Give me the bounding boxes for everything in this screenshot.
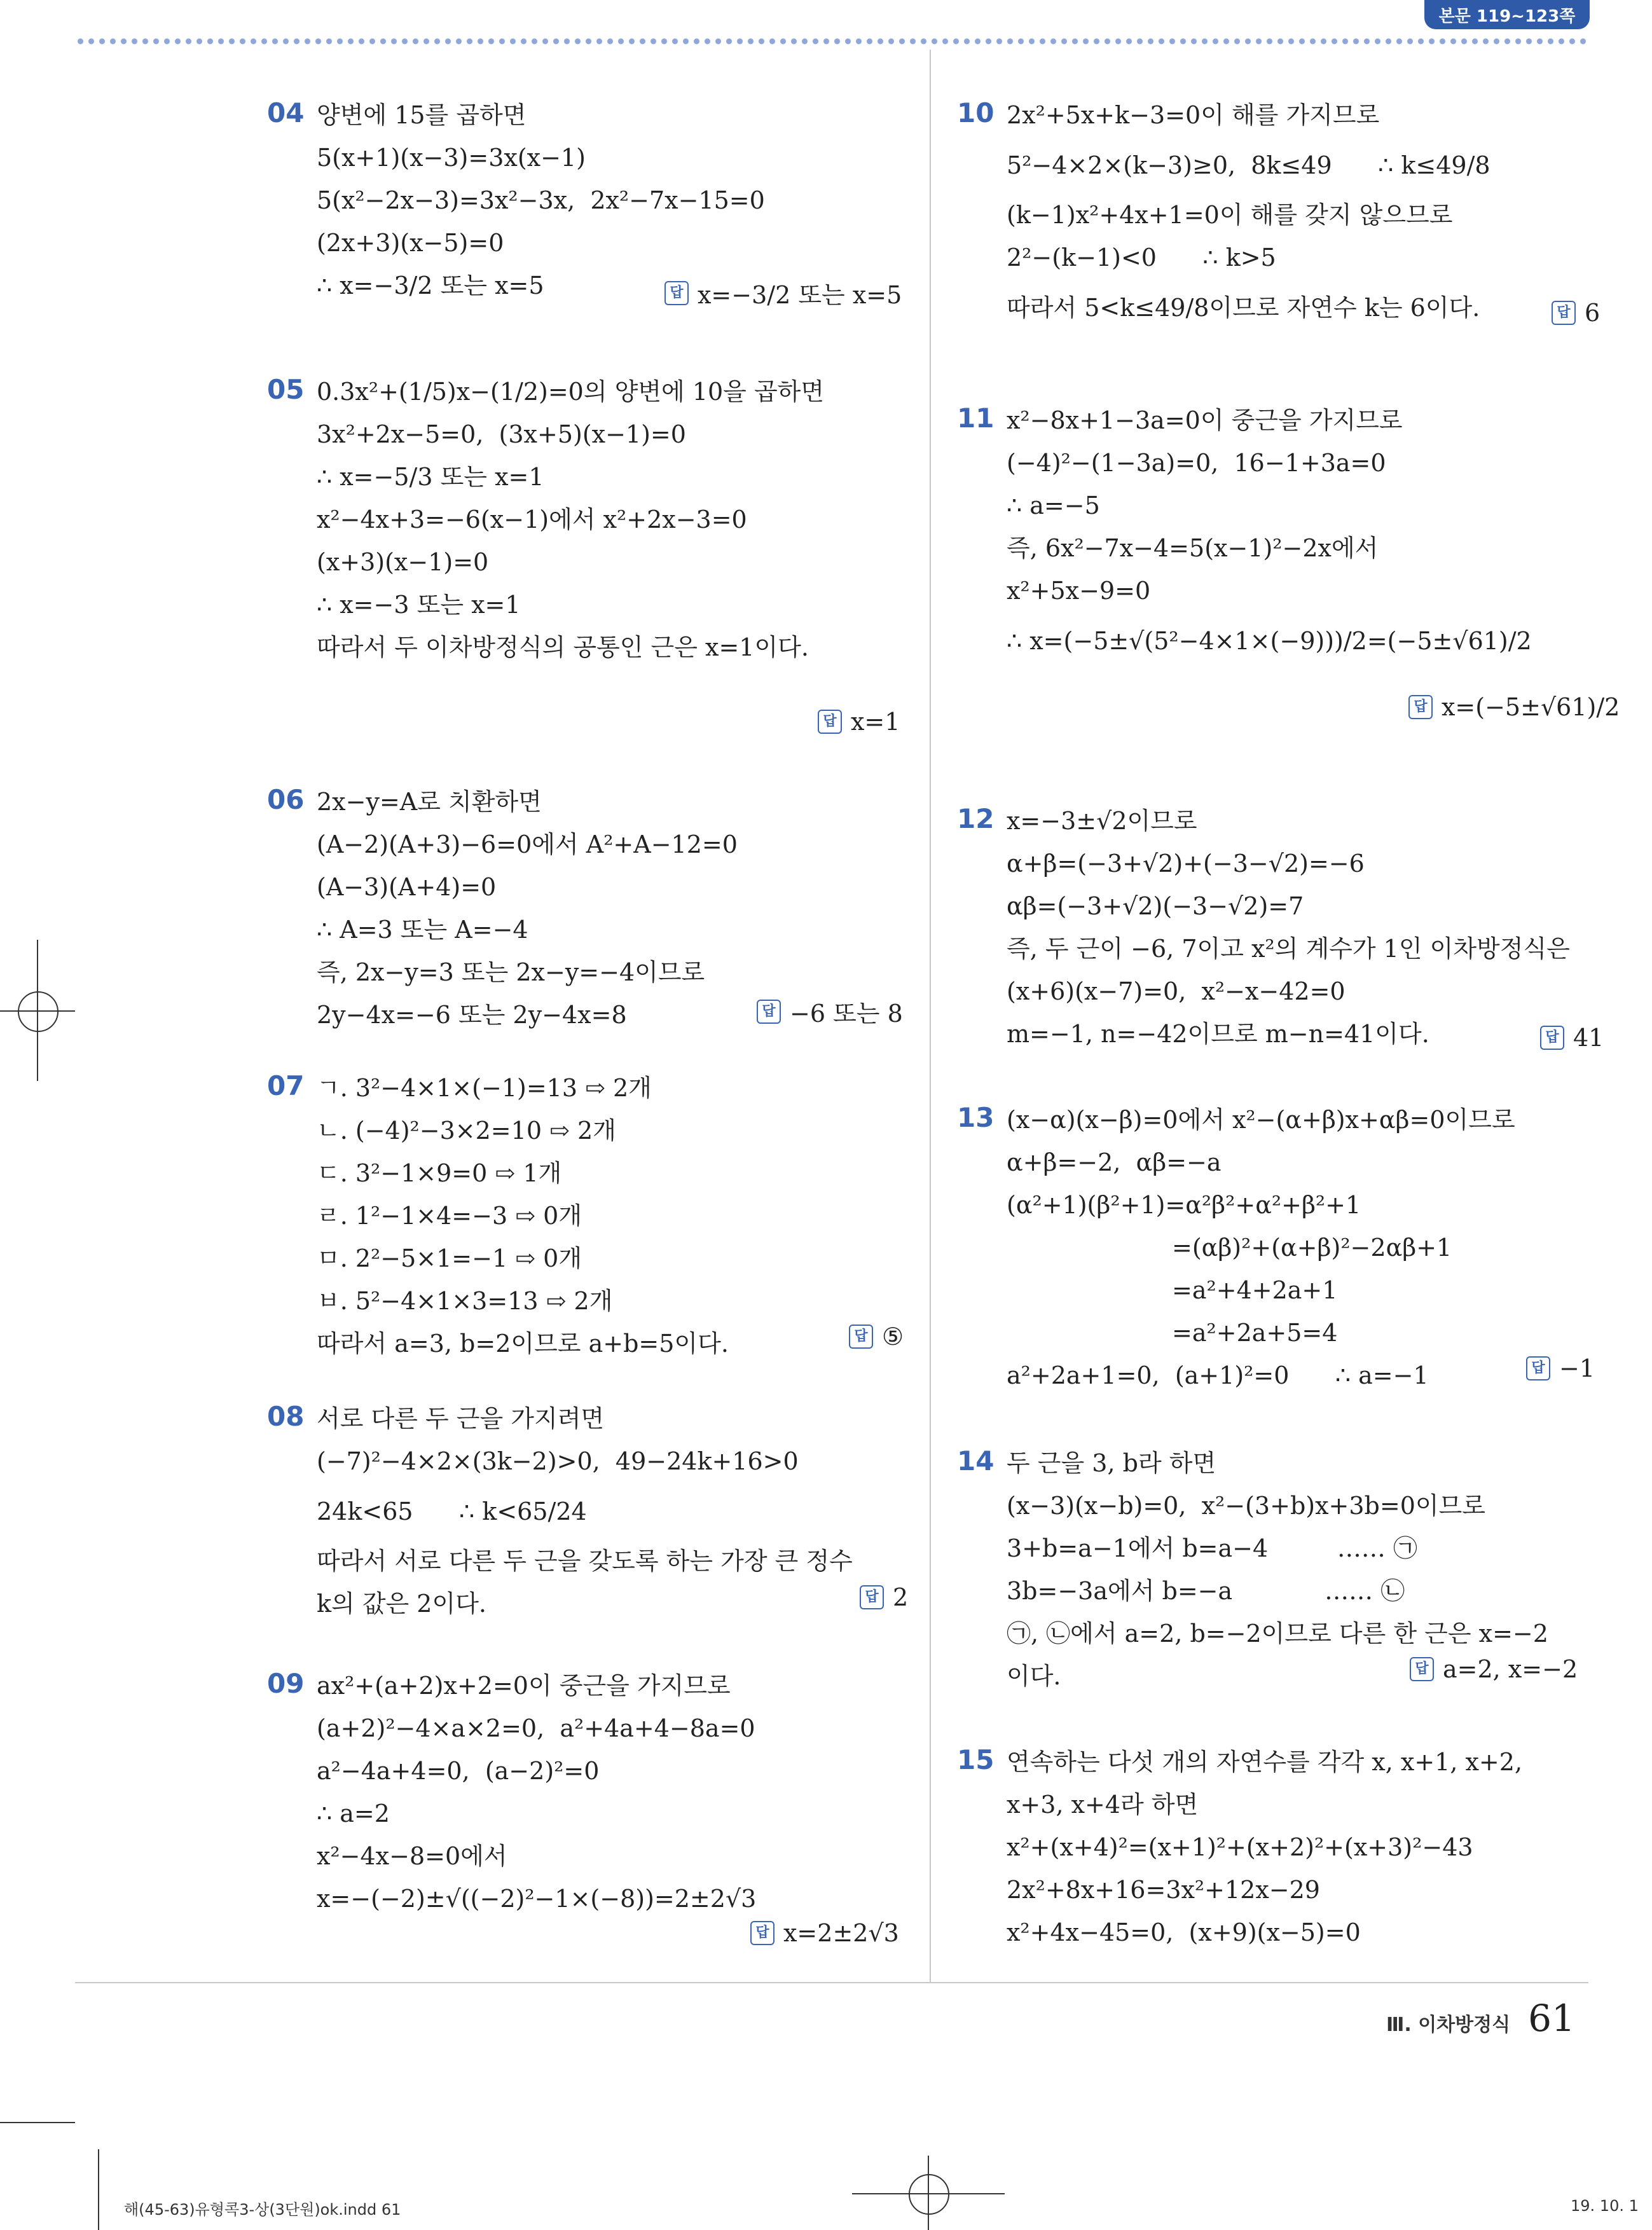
solution-line: 2²−(k−1)<0 ∴ k>5	[1007, 244, 1276, 272]
section-tag: 본문 119~123쪽	[1424, 0, 1590, 29]
solution-line: (x−3)(x−b)=0, x²−(3+b)x+3b=0이므로	[1007, 1492, 1486, 1520]
problem-number: 08	[267, 1401, 305, 1432]
answer	[1552, 299, 1600, 327]
solution-line: x=−3±√2이므로	[1007, 807, 1197, 835]
problem-number: 12	[957, 803, 995, 834]
solution-line: α+β=(−3+√2)+(−3−√2)=−6	[1007, 850, 1365, 878]
answer-value: 6	[1585, 299, 1600, 327]
solution-line: (k−1)x²+4x+1=0이 해를 갖지 않으므로	[1007, 201, 1453, 229]
answer-label: 답	[860, 1585, 884, 1609]
answer-value: 2	[893, 1583, 909, 1611]
solution-line: 2x−y=A로 치환하면	[317, 788, 542, 816]
solution-line: ∴ A=3 또는 A=−4	[317, 916, 528, 944]
answer	[750, 1919, 899, 1947]
answer	[757, 994, 903, 1029]
solution-line: ㄷ. 3²−1×9=0 ⇨ 1개	[317, 1159, 562, 1187]
answer-label: 답	[1552, 301, 1576, 325]
answer-label: 답	[1408, 695, 1433, 719]
solution-line: x²+(x+4)²=(x+1)²+(x+2)²+(x+3)²−43	[1007, 1833, 1473, 1861]
solution-line: 2y−4x=−6 또는 2y−4x=8	[317, 1001, 627, 1029]
page-number: 61	[1528, 1997, 1575, 2040]
problem-number: 15	[957, 1744, 995, 1775]
solution-line: (α²+1)(β²+1)=α²β²+α²+β²+1	[1007, 1191, 1361, 1219]
problem-number: 11	[957, 403, 995, 434]
solution-line: =a²+2a+5=4	[1172, 1319, 1338, 1347]
problem-number: 06	[267, 784, 305, 815]
solution-line: 즉, 두 근이 −6, 7이고 x²의 계수가 1인 이차방정식은	[1007, 935, 1570, 963]
header-dotted-rule	[75, 37, 1588, 46]
problem-number: 10	[957, 97, 995, 128]
crop-mark	[0, 2122, 75, 2123]
answer-value: x=2±2√3	[783, 1919, 899, 1947]
answer-label: 답	[1410, 1657, 1434, 1681]
solution-line: x=−(−2)±√((−2)²−1×(−8))=2±2√3	[317, 1885, 757, 1913]
solution-line: 5(x²−2x−3)=3x²−3x, 2x²−7x−15=0	[317, 186, 765, 214]
solution-line: 24k<65 ∴ k<65/24	[317, 1497, 587, 1525]
solution-line: 이다.	[1007, 1662, 1061, 1690]
answer-value: x=−3/2 또는 x=5	[698, 281, 902, 309]
solution-line: x²−4x+3=−6(x−1)에서 x²+2x−3=0	[317, 506, 747, 533]
solution-line: (A−2)(A+3)−6=0에서 A²+A−12=0	[317, 830, 738, 858]
solution-line: 연속하는 다섯 개의 자연수를 각각 x, x+1, x+2,	[1007, 1748, 1523, 1776]
solution-line: 즉, 2x−y=3 또는 2x−y=−4이므로	[317, 958, 705, 986]
solution-line: αβ=(−3+√2)(−3−√2)=7	[1007, 892, 1304, 920]
solution-line: m=−1, n=−42이므로 m−n=41이다.	[1007, 1020, 1429, 1048]
solution-line: x²−8x+1−3a=0이 중근을 가지므로	[1007, 406, 1403, 434]
problem-number: 09	[267, 1668, 305, 1699]
answer-label: 답	[1526, 1356, 1550, 1380]
problem-number: 14	[957, 1445, 995, 1476]
solution-line: ㄴ. (−4)²−3×2=10 ⇨ 2개	[317, 1117, 616, 1145]
answer	[860, 1583, 908, 1611]
print-date: 19. 10. 1	[1571, 2197, 1639, 2215]
problem-number: 07	[267, 1070, 305, 1101]
answer-value: −1	[1559, 1354, 1595, 1382]
solution-line: x²+5x−9=0	[1007, 577, 1151, 605]
solution-line: x²−4x−8=0에서	[317, 1842, 507, 1870]
solution-line: =(αβ)²+(α+β)²−2αβ+1	[1172, 1234, 1452, 1262]
solution-line: 즉, 6x²−7x−4=5(x−1)²−2x에서	[1007, 534, 1379, 562]
problem-number: 05	[267, 374, 305, 405]
solution-line: 서로 다른 두 근을 가지려면	[317, 1405, 605, 1433]
solution-line: 3+b=a−1에서 b=a−4 …… ㉠	[1007, 1534, 1417, 1562]
solution-line: (a+2)²−4×a×2=0, a²+4a+4−8a=0	[317, 1714, 755, 1742]
solution-line: (x−α)(x−β)=0에서 x²−(α+β)x+αβ=0이므로	[1007, 1106, 1515, 1134]
solution-line: ∴ x=(−5±√(5²−4×1×(−9)))/2=(−5±√61)/2	[1007, 626, 1532, 655]
solution-line: 2x²+5x+k−3=0이 해를 가지므로	[1007, 101, 1380, 129]
solution-line: 3x²+2x−5=0, (3x+5)(x−1)=0	[317, 420, 686, 448]
solution-line: ∴ x=−3/2 또는 x=5	[317, 272, 544, 299]
solution-line: ∴ x=−5/3 또는 x=1	[317, 463, 544, 491]
problem-number: 04	[267, 97, 305, 128]
solution-line: 양변에 15를 곱하면	[317, 101, 527, 129]
registration-circle	[18, 991, 59, 1032]
solution-line: 두 근을 3, b라 하면	[1007, 1449, 1216, 1477]
solution-line: 따라서 a=3, b=2이므로 a+b=5이다.	[317, 1330, 729, 1358]
answer-value: a=2, x=−2	[1443, 1655, 1578, 1683]
solution-line: ㅁ. 2²−5×1=−1 ⇨ 0개	[317, 1244, 582, 1272]
chapter-title: Ⅲ. 이차방정식	[1386, 2014, 1511, 2036]
solution-line: 따라서 서로 다른 두 근을 갖도록 하는 가장 큰 정수	[317, 1547, 853, 1575]
answer-value: 41	[1573, 1024, 1604, 1052]
solution-line: α+β=−2, αβ=−a	[1007, 1148, 1222, 1176]
answer-value: −6 또는 8	[790, 1000, 903, 1028]
solution-line: (x+3)(x−1)=0	[317, 548, 489, 576]
solution-line: ㄹ. 1²−1×4=−3 ⇨ 0개	[317, 1202, 582, 1230]
answer	[849, 1323, 904, 1351]
solution-line: ㄱ. 3²−4×1×(−1)=13 ⇨ 2개	[317, 1074, 652, 1102]
answer	[664, 275, 902, 310]
solution-line: a²+2a+1=0, (a+1)²=0 ∴ a=−1	[1007, 1361, 1429, 1389]
solution-line: ∴ a=−5	[1007, 492, 1100, 520]
answer-label: 답	[664, 281, 689, 305]
solution-line: 5(x+1)(x−3)=3x(x−1)	[317, 144, 586, 172]
answer	[1408, 693, 1620, 721]
answer-label: 답	[750, 1921, 774, 1945]
answer-label: 답	[1540, 1026, 1564, 1050]
solution-line: 3b=−3a에서 b=−a …… ㉡	[1007, 1577, 1405, 1605]
solution-line: ㅂ. 5²−4×1×3=13 ⇨ 2개	[317, 1287, 613, 1315]
answer-label: 답	[757, 1000, 781, 1024]
solution-line: ∴ a=2	[317, 1800, 390, 1827]
answer	[1540, 1024, 1604, 1052]
solution-line: ax²+(a+2)x+2=0이 중근을 가지므로	[317, 1672, 731, 1700]
solution-line: (−4)²−(1−3a)=0, 16−1+3a=0	[1007, 449, 1386, 477]
solution-line: (x+6)(x−7)=0, x²−x−42=0	[1007, 977, 1346, 1005]
solution-line: 5²−4×2×(k−3)≥0, 8k≤49 ∴ k≤49/8	[1007, 151, 1490, 179]
answer-label: 답	[849, 1325, 873, 1349]
answer	[1526, 1354, 1595, 1382]
solution-line: =a²+4+2a+1	[1172, 1276, 1338, 1304]
solution-line: ㉠, ㉡에서 a=2, b=−2이므로 다른 한 근은 x=−2	[1007, 1620, 1548, 1648]
problem-number: 13	[957, 1102, 995, 1133]
answer	[818, 708, 900, 736]
solution-line: 0.3x²+(1/5)x−(1/2)=0의 양변에 10을 곱하면	[317, 378, 825, 406]
answer	[1410, 1655, 1578, 1683]
solution-line: (−7)²−4×2×(3k−2)>0, 49−24k+16>0	[317, 1447, 799, 1475]
solution-line: (2x+3)(x−5)=0	[317, 229, 504, 257]
answer-value: ⑤	[882, 1323, 904, 1351]
crop-mark	[98, 2149, 99, 2230]
solution-line: ∴ x=−3 또는 x=1	[317, 591, 521, 619]
answer-label: 답	[818, 710, 842, 734]
column-divider	[930, 50, 931, 1983]
answer-value: x=(−5±√61)/2	[1442, 693, 1620, 721]
footer-rule	[75, 1982, 1588, 1983]
solution-line: x+3, x+4라 하면	[1007, 1791, 1199, 1819]
solution-line: x²+4x−45=0, (x+9)(x−5)=0	[1007, 1918, 1361, 1946]
solution-line: a²−4a+4=0, (a−2)²=0	[317, 1757, 600, 1785]
solution-line: (A−3)(A+4)=0	[317, 873, 497, 901]
solution-line: k의 값은 2이다.	[317, 1590, 486, 1618]
solution-line: 따라서 두 이차방정식의 공통인 근은 x=1이다.	[317, 633, 809, 661]
page-footer	[1386, 1997, 1575, 2040]
solution-line: 따라서 5<k≤49/8이므로 자연수 k는 6이다.	[1007, 293, 1480, 322]
solution-line: 2x²+8x+16=3x²+12x−29	[1007, 1876, 1320, 1904]
registration-circle	[909, 2174, 949, 2215]
answer-value: x=1	[851, 708, 900, 736]
print-file-name: 해(45-63)유형콕3-상(3단원)ok.indd 61	[124, 2201, 401, 2219]
